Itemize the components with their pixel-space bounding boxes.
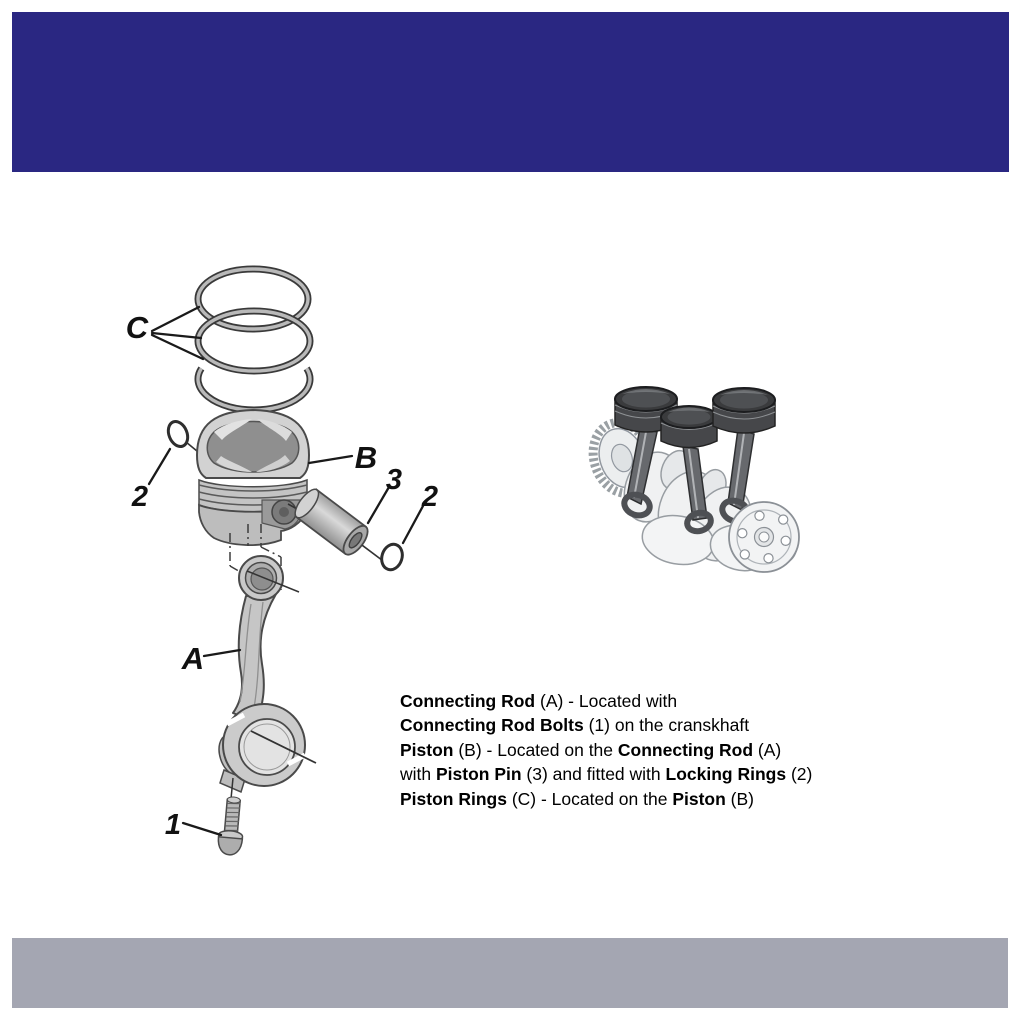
callout-label-piston: B — [354, 440, 378, 475]
caption-line — [400, 689, 900, 713]
callout-label-piston-rings: C — [125, 310, 149, 345]
callout-label-piston-pin: 3 — [385, 464, 403, 496]
callout-bolt — [165, 809, 221, 841]
caption-segment: (1) on the cranskhaft — [583, 715, 750, 736]
piston-pin — [291, 486, 393, 575]
callout-leader-line — [309, 456, 352, 463]
callout-connecting-rod — [181, 641, 240, 676]
caption-segment: (A) — [753, 739, 782, 760]
caption-segment: (A) - Located with — [535, 691, 678, 711]
piston — [197, 410, 310, 545]
assembly-piston-2 — [661, 406, 717, 448]
piston-rings — [198, 269, 310, 410]
assembly-piston-3 — [713, 388, 775, 433]
callout-label-bolt: 1 — [164, 809, 182, 841]
callout-locking-ring-right — [403, 481, 438, 543]
caption-segment: Piston Pin — [435, 764, 522, 785]
caption-segment: (C) - Located on the — [506, 788, 673, 809]
caption-segment: Connecting Rod — [400, 691, 536, 711]
caption-line — [400, 713, 900, 737]
exploded-view-diagram — [126, 269, 438, 856]
caption-line — [400, 738, 900, 762]
caption-line — [400, 787, 900, 811]
callout-locking-ring-left — [131, 449, 170, 513]
callout-piston-rings — [126, 307, 203, 359]
caption-segment: Piston — [672, 788, 726, 809]
connecting-rod — [214, 556, 316, 792]
callout-leader-line — [183, 823, 221, 835]
callout-leader-lines — [152, 307, 203, 359]
caption-segment: with — [400, 764, 436, 785]
callout-piston — [309, 440, 377, 475]
callout-leader-line — [149, 449, 170, 484]
caption-segment: Piston Rings — [400, 788, 507, 809]
caption-segment: Connecting Rod Bolts — [400, 715, 584, 736]
caption-segment: Connecting Rod — [617, 739, 754, 760]
callout-leader-line — [403, 506, 423, 543]
caption-segment: (B) — [725, 788, 755, 809]
caption-segment: (3) and fitted with — [521, 764, 666, 785]
caption-segment: (B) - Located on the — [453, 739, 618, 760]
crankshaft-flange — [729, 502, 799, 572]
assembly-diagram — [584, 387, 800, 577]
caption-segment: Piston — [400, 739, 454, 760]
caption-segment: Locking Rings — [665, 764, 787, 785]
caption — [400, 689, 900, 811]
callout-label-locking-ring-right: 2 — [421, 481, 439, 513]
callout-leader-line — [204, 650, 240, 656]
caption-line — [400, 762, 900, 786]
callout-label-connecting-rod: A — [181, 641, 205, 676]
locking-ring-right — [378, 542, 405, 573]
caption-segment: (2) — [786, 764, 813, 785]
callout-label-locking-ring-left: 2 — [131, 481, 149, 513]
